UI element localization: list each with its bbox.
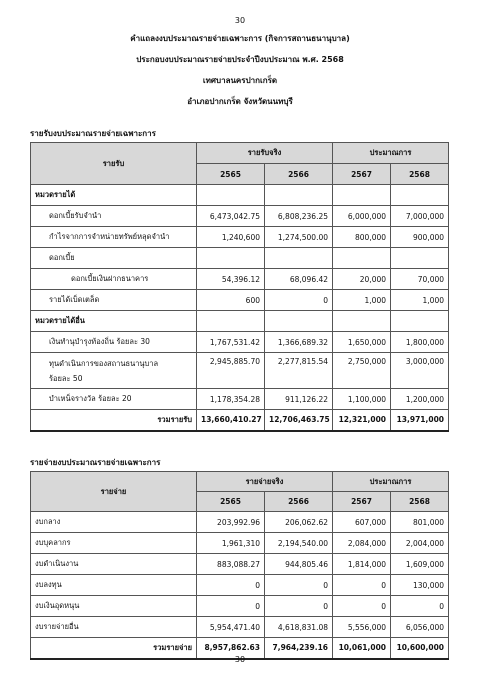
table-cell: 883,088.27 bbox=[197, 554, 265, 575]
table-cell: 1,240,600 bbox=[197, 227, 265, 248]
row-label: งบบุคลากร bbox=[31, 533, 197, 554]
table-cell: 911,126.22 bbox=[265, 389, 333, 410]
doc-title-line3: เทศบาลนครปากเกร็ด bbox=[202, 76, 278, 85]
table-cell: 1,274,500.00 bbox=[265, 227, 333, 248]
year-header: 2568 bbox=[391, 492, 449, 512]
row-label: กำไรจากการจำหน่ายทรัพย์หลุดจำนำ bbox=[31, 227, 197, 248]
table-row bbox=[31, 227, 449, 248]
table-cell: 1,100,000 bbox=[333, 389, 391, 410]
table-row bbox=[31, 575, 449, 596]
total-cell: 7,964,239.16 bbox=[265, 638, 333, 659]
total-label: รวมรายรับ bbox=[31, 410, 197, 431]
table-cell: 800,000 bbox=[333, 227, 391, 248]
table-cell: 203,992.96 bbox=[197, 512, 265, 533]
category-label: หมวดรายได้อื่น bbox=[31, 311, 197, 332]
income-table bbox=[30, 142, 449, 432]
year-header: 2566 bbox=[265, 164, 333, 185]
doc-title-line4: อำเภอปากเกร็ด จังหวัดนนทบุรี bbox=[187, 97, 293, 106]
table-cell: 2,004,000 bbox=[391, 533, 449, 554]
table-cell: 1,800,000 bbox=[391, 332, 449, 353]
table-cell: 2,277,815.54 bbox=[265, 353, 333, 389]
table-cell: 0 bbox=[391, 596, 449, 617]
row-label: บำเหน็จรางวัล ร้อยละ 20 bbox=[31, 389, 197, 410]
table-cell: 900,000 bbox=[391, 227, 449, 248]
table-cell: 68,096.42 bbox=[265, 269, 333, 290]
table-cell: 7,000,000 bbox=[391, 206, 449, 227]
row-label: งบเงินอุดหนุน bbox=[31, 596, 197, 617]
table-cell: 0 bbox=[265, 596, 333, 617]
table-cell: 6,056,000 bbox=[391, 617, 449, 638]
table-row bbox=[31, 389, 449, 410]
doc-title-line1: คำแถลงงบประมาณรายจ่ายเฉพาะการ (กิจการสถานธนานุบาล) bbox=[130, 34, 350, 43]
table-row bbox=[31, 332, 449, 353]
table-cell: 6,808,236.25 bbox=[265, 206, 333, 227]
table-cell: 0 bbox=[197, 575, 265, 596]
table-cell: 1,767,531.42 bbox=[197, 332, 265, 353]
year-header: 2567 bbox=[333, 492, 391, 512]
table-cell: 206,062.62 bbox=[265, 512, 333, 533]
table-cell: 0 bbox=[197, 596, 265, 617]
category-row bbox=[31, 185, 449, 206]
table-cell: 2,084,000 bbox=[333, 533, 391, 554]
page-number-bottom: 30 bbox=[234, 655, 246, 664]
total-cell: 10,600,000 bbox=[391, 638, 449, 659]
row-label: ดอกเบี้ย bbox=[31, 248, 197, 269]
table-cell: 607,000 bbox=[333, 512, 391, 533]
expense-col-header: รายจ่าย bbox=[31, 472, 197, 512]
income-section-title: รายรับงบประมาณรายจ่ายเฉพาะการ bbox=[30, 129, 156, 138]
table-cell: 3,000,000 bbox=[391, 353, 449, 389]
row-label-line1: ทุนดำเนินการของสถานธนานุบาล bbox=[49, 358, 159, 368]
year-header: 2566 bbox=[265, 492, 333, 512]
total-row bbox=[31, 410, 449, 431]
category-row bbox=[31, 311, 449, 332]
table-cell: 6,000,000 bbox=[333, 206, 391, 227]
table-cell: 130,000 bbox=[391, 575, 449, 596]
expense-estimate-header: ประมาณการ bbox=[333, 472, 449, 492]
table-cell: 1,961,310 bbox=[197, 533, 265, 554]
row-label: เงินทำนุบำรุงท้องถิ่น ร้อยละ 30 bbox=[31, 332, 197, 353]
row-label-line2: ร้อยละ 50 bbox=[49, 373, 83, 383]
income-actual-header: รายรับจริง bbox=[197, 143, 333, 164]
table-cell: 2,750,000 bbox=[333, 353, 391, 389]
table-cell: 5,556,000 bbox=[333, 617, 391, 638]
expense-section-title: รายจ่ายงบประมาณรายจ่ายเฉพาะการ bbox=[30, 458, 161, 467]
table-row bbox=[31, 533, 449, 554]
table-row bbox=[31, 554, 449, 575]
row-label: ดอกเบี้ยรับจำนำ bbox=[31, 206, 197, 227]
year-header: 2565 bbox=[197, 492, 265, 512]
table-row bbox=[31, 596, 449, 617]
row-label: ดอกเบี้ยเงินฝากธนาคาร bbox=[31, 269, 197, 290]
table-cell: 1,366,689.32 bbox=[265, 332, 333, 353]
table-cell: 1,609,000 bbox=[391, 554, 449, 575]
total-cell: 13,971,000 bbox=[391, 410, 449, 431]
income-col-header: รายรับ bbox=[31, 143, 197, 185]
income-estimate-header: ประมาณการ bbox=[333, 143, 449, 164]
table-cell: 1,000 bbox=[333, 290, 391, 311]
table-row bbox=[31, 353, 449, 389]
table-row bbox=[31, 206, 449, 227]
year-header: 2567 bbox=[333, 164, 391, 185]
table-cell: 944,805.46 bbox=[265, 554, 333, 575]
row-label: รายได้เบ็ดเตล็ด bbox=[31, 290, 197, 311]
row-label: งบลงทุน bbox=[31, 575, 197, 596]
table-cell: 6,473,042.75 bbox=[197, 206, 265, 227]
total-cell: 10,061,000 bbox=[333, 638, 391, 659]
year-header: 2565 bbox=[197, 164, 265, 185]
table-cell: 801,000 bbox=[391, 512, 449, 533]
total-cell: 8,957,862.63 bbox=[197, 638, 265, 659]
table-cell: 5,954,471.40 bbox=[197, 617, 265, 638]
table-cell: 0 bbox=[265, 575, 333, 596]
table-row bbox=[31, 248, 449, 269]
table-cell: 54,396.12 bbox=[197, 269, 265, 290]
row-label bbox=[31, 353, 197, 389]
expense-actual-header: รายจ่ายจริง bbox=[197, 472, 333, 492]
table-cell: 70,000 bbox=[391, 269, 449, 290]
table-row bbox=[31, 269, 449, 290]
total-label: รวมรายจ่าย bbox=[31, 638, 197, 659]
table-cell: 2,945,885.70 bbox=[197, 353, 265, 389]
table-cell: 1,650,000 bbox=[333, 332, 391, 353]
table-cell: 4,618,831.08 bbox=[265, 617, 333, 638]
table-cell: 20,000 bbox=[333, 269, 391, 290]
row-label: งบกลาง bbox=[31, 512, 197, 533]
table-cell: 2,194,540.00 bbox=[265, 533, 333, 554]
row-label: งบดำเนินงาน bbox=[31, 554, 197, 575]
table-cell: 1,178,354.28 bbox=[197, 389, 265, 410]
table-cell: 0 bbox=[333, 596, 391, 617]
doc-title-line2: ประกอบงบประมาณรายจ่ายประจำปีงบประมาณ พ.ศ. 2568 bbox=[136, 55, 344, 64]
row-label: งบรายจ่ายอื่น bbox=[31, 617, 197, 638]
total-cell: 12,706,463.75 bbox=[265, 410, 333, 431]
page-number-top: 30 bbox=[234, 16, 246, 25]
table-cell: 1,200,000 bbox=[391, 389, 449, 410]
category-label: หมวดรายได้ bbox=[31, 185, 197, 206]
year-header: 2568 bbox=[391, 164, 449, 185]
total-cell: 12,321,000 bbox=[333, 410, 391, 431]
table-cell: 0 bbox=[333, 575, 391, 596]
table-row bbox=[31, 617, 449, 638]
table-cell: 1,000 bbox=[391, 290, 449, 311]
expense-table bbox=[30, 471, 449, 660]
table-cell: 600 bbox=[197, 290, 265, 311]
table-cell: 1,814,000 bbox=[333, 554, 391, 575]
table-row bbox=[31, 290, 449, 311]
table-cell: 0 bbox=[265, 290, 333, 311]
table-row bbox=[31, 512, 449, 533]
total-cell: 13,660,410.27 bbox=[197, 410, 265, 431]
